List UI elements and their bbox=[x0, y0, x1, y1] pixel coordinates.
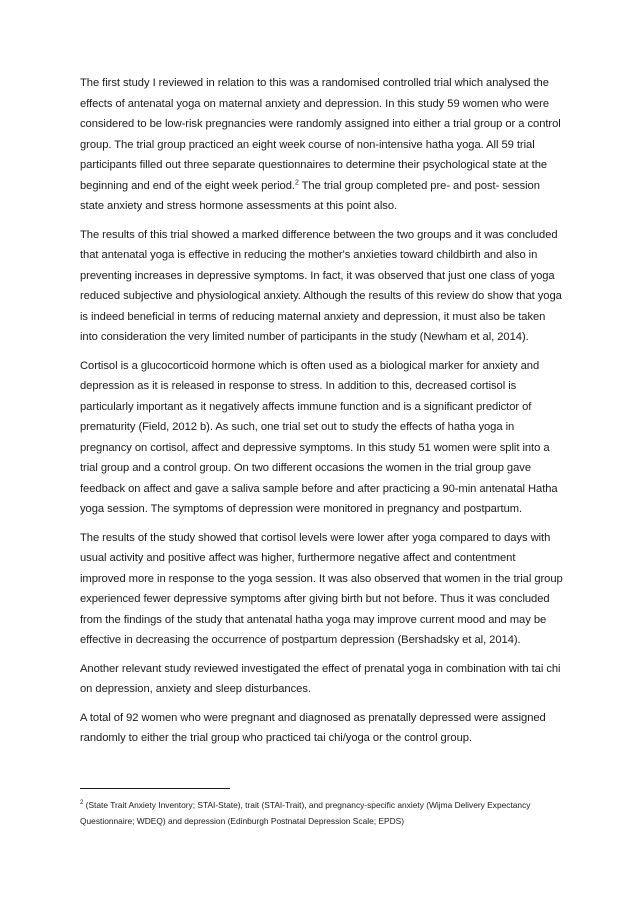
body-text bbox=[80, 73, 564, 757]
footnote bbox=[80, 798, 570, 829]
footnote-text: (State Trait Anxiety Inventory; STAI-State), trait (STAI-Trait), and pregnancy-specific anxiety (Wijma Delivery Expectancy Questionnaire; WDEQ) and depression (Edinburgh Postnatal Depression Scale; EPDS) bbox=[80, 800, 531, 826]
paragraph-1: The first study I reviewed in relation to this was a randomised controlled trial which analysed the effects of antenatal yoga on maternal anxiety and depression. In this study 59 women who were considered to be low-risk pregnancies were randomly assigned into either a trial group or a control group. The trial group practiced an eight week course of non-intensive hatha yoga. All 59 trial participants filled out three separate questionnaires to determine their psychological state at the beginning and end of the eight week period.$^2$ The trial group completed pre- and post- session state anxiety and stress hormone assessments at this point also. bbox=[80, 77, 561, 212]
footnote-ref: 2 bbox=[294, 178, 299, 186]
paragraph-2: The results of this trial showed a marked difference between the two groups and it was concluded that antenatal yoga is effective in reducing the mother's anxieties toward childbirth and also in preventing increases in depressive symptoms. In fact, it was observed that just one class of yoga reduced subjective and physiological anxiety. Although the results of this review do show that yoga is indeed beneficial in terms of reducing maternal anxiety and depression, it must also be taken into consideration the very limited number of participants in the study (Newham et al, 2014). bbox=[80, 228, 562, 343]
paragraph-5: Another relevant study reviewed investigated the effect of prenatal yoga in combination with tai chi on depression, anxiety and sleep disturbances. bbox=[80, 662, 561, 695]
paragraph-4: The results of the study showed that cortisol levels were lower after yoga compared to days with usual activity and positive affect was higher, furthermore negative affect and contentment improved more in response to the yoga session. It was also observed that women in the trial group experienced fewer depressive symptoms after giving birth but not before. Thus it was concluded from the findings of the study that antenatal hatha yoga may improve current mood and may be effective in decreasing the occurrence of postpartum depression (Bershadsky et al, 2014). bbox=[80, 531, 563, 646]
paragraph-6: A total of 92 women who were pregnant and diagnosed as prenatally depressed were assigned randomly to either the trial group who practiced tai chi/yoga or the control group. bbox=[80, 711, 546, 744]
footnote-number: 2 bbox=[80, 800, 84, 807]
paragraph-3: Cortisol is a glucocorticoid hormone which is often used as a biological marker for anxiety and depression as it is released in response to stress. In addition to this, decreased cortisol is particularly important as it negatively affects immune function and is a significant predictor of prematurity (Field, 2012 b). As such, one trial set out to study the effects of hatha yoga in pregnancy on cortisol, affect and depressive symptoms. In this study 51 women were split into a trial group and a control group. On two different occasions the women in the trial group gave feedback on affect and gave a saliva sample before and after practicing a 90-min antenatal Hatha yoga session. The symptoms of depression were monitored in pregnancy and postpartum. bbox=[80, 359, 558, 515]
footnote-divider bbox=[80, 788, 230, 789]
